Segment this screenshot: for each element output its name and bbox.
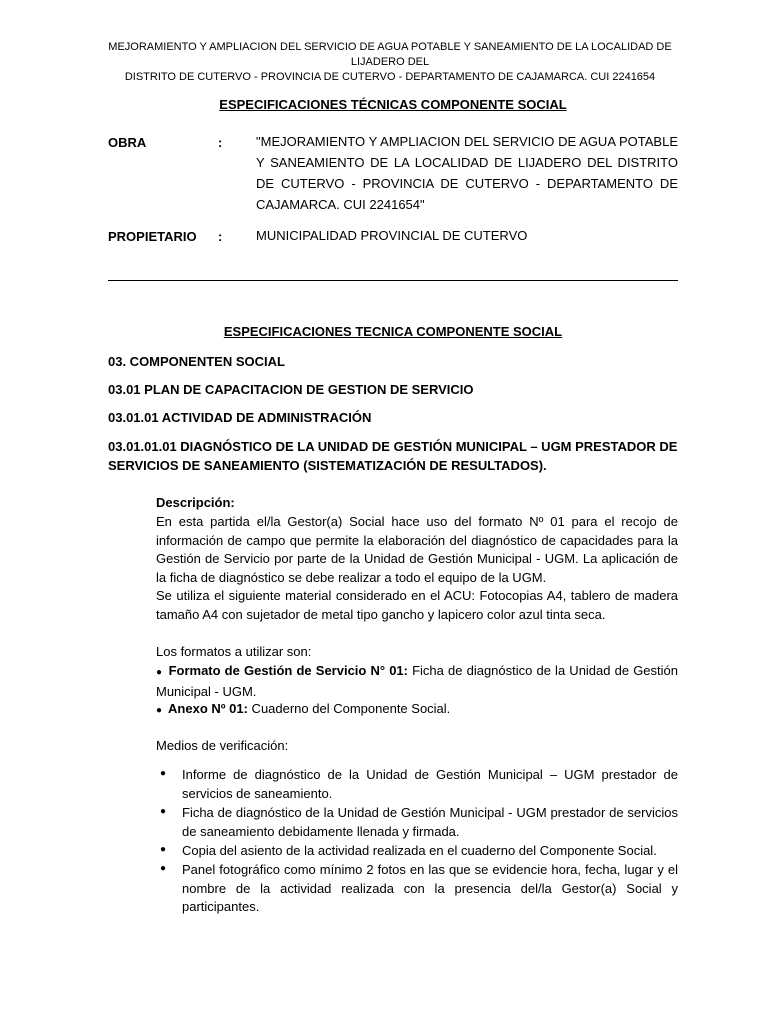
bullet-icon: ● xyxy=(156,705,163,716)
header-line-1: MEJORAMIENTO Y AMPLIACION DEL SERVICIO DE AGUA POTABLE Y SANEAMIENTO DE LA LOCALIDAD DE LIJADERO DEL xyxy=(108,41,672,68)
medio-item-3: Copia del asiento de la actividad realizada en el cuaderno del Componente Social. xyxy=(182,843,657,858)
propietario-value: MUNICIPALIDAD PROVINCIAL DE CUTERVO xyxy=(256,228,528,243)
formato-item-1-text: Ficha de diagnóstico de la Unidad de Gestión Municipal - UGM. xyxy=(156,663,678,699)
formato-item-2 xyxy=(156,700,678,721)
section-title: ESPECIFICACIONES TECNICA COMPONENTE SOCIAL xyxy=(223,324,563,339)
formatos-intro: Los formatos a utilizar son: xyxy=(156,644,312,659)
medio-item-2: Ficha de diagnóstico de la Unidad de Gestión Municipal - UGM prestador de servicios de saneamiento debidamente llenada y firmada. xyxy=(182,805,678,839)
formato-item-2-text: Cuaderno del Componente Social. xyxy=(247,701,451,716)
propietario-label: PROPIETARIO xyxy=(108,229,197,244)
bullet-icon: ● xyxy=(160,806,167,817)
bullet-icon: ● xyxy=(156,667,163,678)
horizontal-divider xyxy=(108,280,678,281)
section-03-01: 03.01 PLAN DE CAPACITACION DE GESTION DE SERVICIO xyxy=(108,382,474,397)
medio-item-1: Informe de diagnóstico de la Unidad de Gestión Municipal – UGM prestador de servicios de saneamiento. xyxy=(182,767,678,801)
header-line-2: DISTRITO DE CUTERVO - PROVINCIA DE CUTERVO - DEPARTAMENTO DE CAJAMARCA. CUI 2241654 xyxy=(124,71,656,83)
section-03-01-01-01: 03.01.01.01 DIAGNÓSTICO DE LA UNIDAD DE GESTIÓN MUNICIPAL – UGM PRESTADOR DE SERVICIOS DE SANEAMIENTO (SISTEMATIZACIÓN DE RESULTADOS). xyxy=(108,439,678,473)
descripcion-paragraph-1: En esta partida el/la Gestor(a) Social hace uso del formato Nº 01 para el recojo de información de campo que permite la elaboración del diagnóstico de capacidades para la Gestión de Servicio por parte de la Unidad de Gestión Municipal - UGM. La aplicación de la ficha de diagnóstico se debe realizar a todo el equipo de la UGM. xyxy=(156,514,678,585)
bullet-icon: ● xyxy=(160,768,167,779)
obra-colon: : xyxy=(218,135,223,150)
formato-item-1-bold: Formato de Gestión de Servicio N° 01: xyxy=(168,663,408,678)
medios-intro: Medios de verificación: xyxy=(156,738,289,753)
document-title: ESPECIFICACIONES TÉCNICAS COMPONENTE SOCIAL xyxy=(219,97,567,112)
medio-item-4: Panel fotográfico como mínimo 2 fotos en las que se evidencie hora, fecha, lugar y el nombre de la actividad realizada con la presencia del/la Gestor(a) Social y participantes. xyxy=(182,862,678,915)
obra-value: "MEJORAMIENTO Y AMPLIACION DEL SERVICIO DE AGUA POTABLE Y SANEAMIENTO DE LA LOCALIDAD DE LIJADERO DEL DISTRITO DE CUTERVO - PROVINCIA DE CUTERVO - DEPARTAMENTO DE CAJAMARCA. CUI 2241654" xyxy=(256,134,678,212)
obra-label: OBRA xyxy=(108,135,147,150)
formato-item-1 xyxy=(156,662,678,701)
formato-item-2-bold: Anexo Nº 01: xyxy=(168,701,248,716)
propietario-colon: : xyxy=(218,229,223,244)
descripcion-heading: Descripción: xyxy=(156,495,235,510)
page-header xyxy=(100,40,680,85)
bullet-icon: ● xyxy=(160,863,167,874)
section-03-01-01: 03.01.01 ACTIVIDAD DE ADMINISTRACIÓN xyxy=(108,410,372,425)
bullet-icon: ● xyxy=(160,844,167,855)
descripcion-paragraph-2: Se utiliza el siguiente material considerado en el ACU: Fotocopias A4, tablero de madera tamaño A4 con sujetador de metal tipo gancho y lapicero color azul tinta seca. xyxy=(156,588,678,622)
section-03: 03. COMPONENTEN SOCIAL xyxy=(108,354,285,369)
